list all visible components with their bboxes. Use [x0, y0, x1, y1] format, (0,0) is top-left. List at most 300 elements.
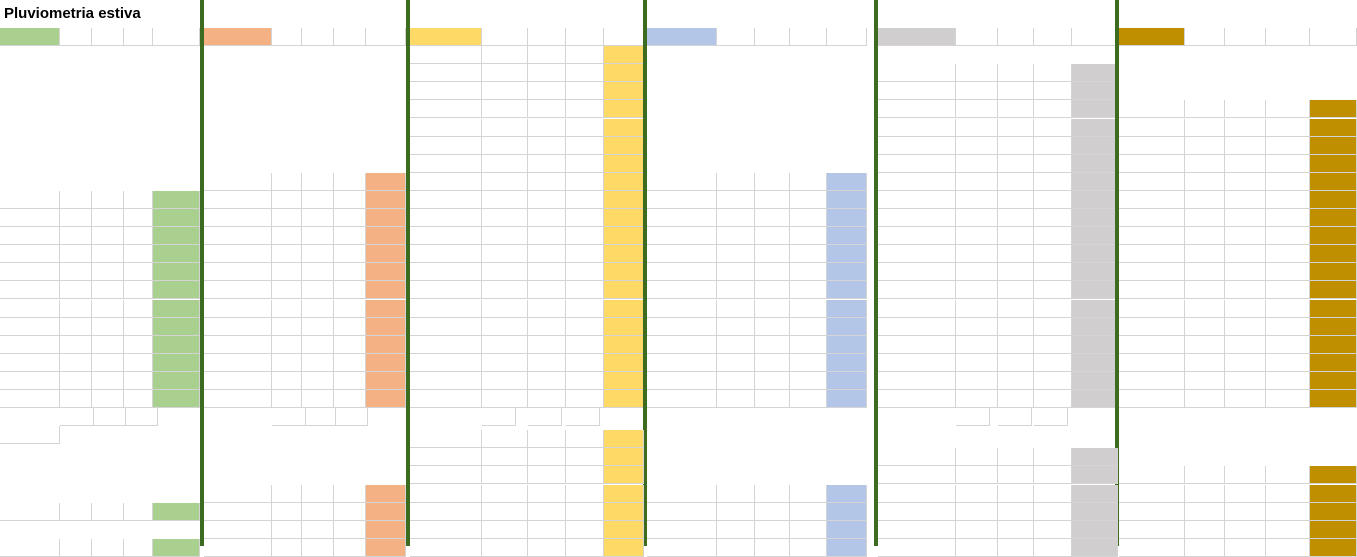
estate-cell[interactable]: [1310, 173, 1357, 191]
estate-cell[interactable]: [366, 390, 406, 408]
estate-cell[interactable]: [1072, 390, 1118, 408]
value-cell[interactable]: [272, 263, 302, 281]
value-cell[interactable]: [528, 318, 566, 336]
value-cell[interactable]: [1185, 227, 1225, 245]
mean-value-cell[interactable]: [956, 448, 998, 466]
value-cell[interactable]: [482, 372, 528, 390]
value-cell[interactable]: [528, 100, 566, 118]
mean-estate-cell[interactable]: [153, 539, 200, 557]
value-cell[interactable]: [482, 155, 528, 173]
value-cell[interactable]: [1185, 390, 1225, 408]
value-cell[interactable]: [755, 336, 790, 354]
value-cell[interactable]: [998, 318, 1034, 336]
estate-cell[interactable]: [604, 155, 644, 173]
estate-cell[interactable]: [1072, 64, 1118, 82]
value-cell[interactable]: [566, 354, 604, 372]
mean-value-cell[interactable]: [755, 503, 790, 521]
value-cell[interactable]: [528, 263, 566, 281]
value-cell[interactable]: [566, 46, 604, 64]
value-cell[interactable]: [334, 191, 366, 209]
means-column-header[interactable]: [272, 408, 306, 426]
estate-cell[interactable]: [827, 300, 867, 318]
estate-cell[interactable]: [827, 173, 867, 191]
value-cell[interactable]: [92, 281, 124, 299]
estate-cell[interactable]: [827, 318, 867, 336]
value-cell[interactable]: [956, 209, 998, 227]
mean-period-label[interactable]: [410, 485, 482, 503]
year-cell[interactable]: [410, 137, 482, 155]
value-cell[interactable]: [717, 354, 755, 372]
mean-value-cell[interactable]: [717, 485, 755, 503]
value-cell[interactable]: [1185, 155, 1225, 173]
value-cell[interactable]: [1034, 191, 1072, 209]
value-cell[interactable]: [998, 64, 1034, 82]
means-column-header[interactable]: [302, 408, 336, 426]
value-cell[interactable]: [272, 209, 302, 227]
value-cell[interactable]: [566, 227, 604, 245]
year-cell[interactable]: [878, 336, 956, 354]
estate-cell[interactable]: [1310, 100, 1357, 118]
station-header-romabn[interactable]: [1119, 28, 1185, 46]
estate-cell[interactable]: [1072, 191, 1118, 209]
mean-period-label[interactable]: [878, 539, 956, 557]
value-cell[interactable]: [566, 300, 604, 318]
mean-value-cell[interactable]: [528, 448, 566, 466]
mean-value-cell[interactable]: [1034, 503, 1072, 521]
estate-cell[interactable]: [604, 227, 644, 245]
mean-estate-cell[interactable]: [1072, 539, 1118, 557]
estate-cell[interactable]: [1310, 390, 1357, 408]
estate-cell[interactable]: [366, 281, 406, 299]
estate-cell[interactable]: [604, 318, 644, 336]
mean-value-cell[interactable]: [998, 466, 1034, 484]
estate-cell[interactable]: [1310, 281, 1357, 299]
value-cell[interactable]: [1266, 100, 1310, 118]
value-cell[interactable]: [998, 390, 1034, 408]
value-cell[interactable]: [566, 137, 604, 155]
mean-estate-cell[interactable]: [1072, 485, 1118, 503]
value-cell[interactable]: [1185, 137, 1225, 155]
value-cell[interactable]: [92, 209, 124, 227]
estate-cell[interactable]: [1310, 318, 1357, 336]
value-cell[interactable]: [566, 318, 604, 336]
estate-cell[interactable]: [153, 227, 200, 245]
mean-value-cell[interactable]: [956, 503, 998, 521]
year-cell[interactable]: [0, 318, 60, 336]
estate-cell[interactable]: [366, 227, 406, 245]
year-cell[interactable]: [1119, 155, 1185, 173]
mean-value-cell[interactable]: [566, 485, 604, 503]
value-cell[interactable]: [528, 390, 566, 408]
mean-period-label[interactable]: [1119, 466, 1185, 484]
mean-value-cell[interactable]: [482, 448, 528, 466]
estate-cell[interactable]: [1072, 281, 1118, 299]
year-cell[interactable]: [1119, 191, 1185, 209]
mean-value-cell[interactable]: [1034, 539, 1072, 557]
value-cell[interactable]: [482, 281, 528, 299]
value-cell[interactable]: [272, 318, 302, 336]
value-cell[interactable]: [998, 82, 1034, 100]
year-cell[interactable]: [410, 318, 482, 336]
mean-value-cell[interactable]: [302, 503, 334, 521]
value-cell[interactable]: [528, 372, 566, 390]
value-cell[interactable]: [334, 245, 366, 263]
mean-value-cell[interactable]: [998, 521, 1034, 539]
mean-period-label[interactable]: [204, 503, 272, 521]
estate-cell[interactable]: [1072, 336, 1118, 354]
value-cell[interactable]: [566, 245, 604, 263]
value-cell[interactable]: [1266, 390, 1310, 408]
mean-value-cell[interactable]: [956, 466, 998, 484]
value-cell[interactable]: [1225, 354, 1266, 372]
estate-cell[interactable]: [366, 372, 406, 390]
value-cell[interactable]: [482, 137, 528, 155]
mean-value-cell[interactable]: [528, 521, 566, 539]
value-cell[interactable]: [956, 372, 998, 390]
year-cell[interactable]: [647, 336, 717, 354]
year-cell[interactable]: [1119, 318, 1185, 336]
value-cell[interactable]: [717, 390, 755, 408]
mean-value-cell[interactable]: [272, 539, 302, 557]
mean-value-cell[interactable]: [92, 503, 124, 521]
value-cell[interactable]: [1266, 173, 1310, 191]
value-cell[interactable]: [334, 281, 366, 299]
year-cell[interactable]: [878, 281, 956, 299]
value-cell[interactable]: [1034, 372, 1072, 390]
estate-cell[interactable]: [1310, 336, 1357, 354]
mean-value-cell[interactable]: [482, 539, 528, 557]
value-cell[interactable]: [302, 354, 334, 372]
mean-period-label[interactable]: [878, 466, 956, 484]
value-cell[interactable]: [956, 336, 998, 354]
value-cell[interactable]: [302, 263, 334, 281]
column-header-soriano[interactable]: [302, 28, 334, 46]
estate-cell[interactable]: [366, 191, 406, 209]
value-cell[interactable]: [998, 354, 1034, 372]
value-cell[interactable]: [566, 191, 604, 209]
mean-value-cell[interactable]: [302, 539, 334, 557]
value-cell[interactable]: [482, 336, 528, 354]
year-cell[interactable]: [878, 173, 956, 191]
estate-cell[interactable]: [827, 354, 867, 372]
column-header-vsg[interactable]: [124, 28, 153, 46]
value-cell[interactable]: [1185, 318, 1225, 336]
mean-value-cell[interactable]: [566, 430, 604, 448]
station-header-caprar[interactable]: [647, 28, 717, 46]
value-cell[interactable]: [998, 173, 1034, 191]
estate-cell[interactable]: [604, 119, 644, 137]
value-cell[interactable]: [1266, 155, 1310, 173]
value-cell[interactable]: [334, 336, 366, 354]
mean-period-label[interactable]: [0, 539, 60, 557]
mean-estate-cell[interactable]: [1072, 466, 1118, 484]
value-cell[interactable]: [1266, 281, 1310, 299]
value-cell[interactable]: [566, 82, 604, 100]
value-cell[interactable]: [302, 372, 334, 390]
value-cell[interactable]: [60, 300, 92, 318]
mean-value-cell[interactable]: [566, 448, 604, 466]
means-column-header[interactable]: [124, 408, 158, 426]
year-cell[interactable]: [410, 64, 482, 82]
mean-value-cell[interactable]: [998, 448, 1034, 466]
value-cell[interactable]: [482, 191, 528, 209]
value-cell[interactable]: [956, 100, 998, 118]
mean-value-cell[interactable]: [1225, 539, 1266, 557]
value-cell[interactable]: [60, 209, 92, 227]
value-cell[interactable]: [528, 82, 566, 100]
mean-value-cell[interactable]: [1266, 521, 1310, 539]
mean-value-cell[interactable]: [272, 485, 302, 503]
estate-cell[interactable]: [1310, 372, 1357, 390]
year-cell[interactable]: [1119, 137, 1185, 155]
estate-cell[interactable]: [604, 100, 644, 118]
value-cell[interactable]: [302, 390, 334, 408]
value-cell[interactable]: [272, 390, 302, 408]
mean-value-cell[interactable]: [334, 485, 366, 503]
mean-estate-cell[interactable]: [1310, 466, 1357, 484]
value-cell[interactable]: [1225, 119, 1266, 137]
year-cell[interactable]: [0, 245, 60, 263]
estate-cell[interactable]: [1072, 372, 1118, 390]
estate-cell[interactable]: [604, 281, 644, 299]
estate-cell[interactable]: [827, 390, 867, 408]
year-cell[interactable]: [0, 336, 60, 354]
mean-value-cell[interactable]: [1034, 466, 1072, 484]
mean-value-cell[interactable]: [528, 503, 566, 521]
value-cell[interactable]: [272, 245, 302, 263]
value-cell[interactable]: [755, 354, 790, 372]
estate-cell[interactable]: [1072, 82, 1118, 100]
value-cell[interactable]: [755, 209, 790, 227]
column-header-romabn[interactable]: [1185, 28, 1225, 46]
year-cell[interactable]: [204, 336, 272, 354]
value-cell[interactable]: [302, 209, 334, 227]
year-cell[interactable]: [204, 245, 272, 263]
year-cell[interactable]: [647, 191, 717, 209]
mean-estate-cell[interactable]: [604, 521, 644, 539]
year-cell[interactable]: [410, 100, 482, 118]
value-cell[interactable]: [1225, 227, 1266, 245]
value-cell[interactable]: [566, 100, 604, 118]
value-cell[interactable]: [302, 300, 334, 318]
value-cell[interactable]: [1034, 336, 1072, 354]
mean-estate-cell[interactable]: [604, 485, 644, 503]
estate-cell[interactable]: [153, 263, 200, 281]
mean-value-cell[interactable]: [482, 430, 528, 448]
mean-value-cell[interactable]: [998, 485, 1034, 503]
value-cell[interactable]: [482, 245, 528, 263]
value-cell[interactable]: [528, 227, 566, 245]
value-cell[interactable]: [998, 209, 1034, 227]
means-column-header[interactable]: [566, 408, 600, 426]
mean-period-label[interactable]: [204, 521, 272, 539]
value-cell[interactable]: [1225, 263, 1266, 281]
estate-cell[interactable]: [1072, 155, 1118, 173]
medie-label[interactable]: [0, 426, 60, 444]
year-cell[interactable]: [878, 191, 956, 209]
year-cell[interactable]: [0, 390, 60, 408]
column-header-romabn[interactable]: [1310, 28, 1357, 46]
estate-cell[interactable]: [153, 336, 200, 354]
estate-cell[interactable]: [604, 390, 644, 408]
estate-cell[interactable]: [1310, 227, 1357, 245]
column-header-vtsb[interactable]: [566, 28, 604, 46]
year-cell[interactable]: [410, 263, 482, 281]
year-cell[interactable]: [647, 281, 717, 299]
mean-value-cell[interactable]: [302, 521, 334, 539]
value-cell[interactable]: [1185, 372, 1225, 390]
mean-period-label[interactable]: [878, 503, 956, 521]
estate-cell[interactable]: [153, 390, 200, 408]
column-header-soriano[interactable]: [272, 28, 302, 46]
mean-value-cell[interactable]: [998, 503, 1034, 521]
estate-cell[interactable]: [1072, 173, 1118, 191]
estate-cell[interactable]: [366, 173, 406, 191]
value-cell[interactable]: [1185, 300, 1225, 318]
value-cell[interactable]: [790, 281, 827, 299]
value-cell[interactable]: [272, 372, 302, 390]
estate-cell[interactable]: [827, 372, 867, 390]
estate-cell[interactable]: [604, 173, 644, 191]
year-cell[interactable]: [647, 263, 717, 281]
value-cell[interactable]: [790, 318, 827, 336]
mean-estate-cell[interactable]: [604, 430, 644, 448]
estate-cell[interactable]: [827, 245, 867, 263]
estate-cell[interactable]: [1072, 137, 1118, 155]
value-cell[interactable]: [998, 100, 1034, 118]
estate-cell[interactable]: [1310, 263, 1357, 281]
value-cell[interactable]: [1034, 227, 1072, 245]
year-cell[interactable]: [204, 227, 272, 245]
value-cell[interactable]: [302, 245, 334, 263]
estate-cell[interactable]: [153, 300, 200, 318]
value-cell[interactable]: [998, 227, 1034, 245]
value-cell[interactable]: [1185, 191, 1225, 209]
value-cell[interactable]: [956, 137, 998, 155]
value-cell[interactable]: [1034, 263, 1072, 281]
year-cell[interactable]: [878, 372, 956, 390]
mean-value-cell[interactable]: [790, 521, 827, 539]
value-cell[interactable]: [1225, 191, 1266, 209]
mean-period-label[interactable]: [878, 448, 956, 466]
mean-value-cell[interactable]: [1225, 466, 1266, 484]
value-cell[interactable]: [302, 336, 334, 354]
value-cell[interactable]: [124, 227, 153, 245]
value-cell[interactable]: [1034, 64, 1072, 82]
estate-cell[interactable]: [1310, 209, 1357, 227]
value-cell[interactable]: [272, 300, 302, 318]
year-cell[interactable]: [647, 390, 717, 408]
value-cell[interactable]: [272, 227, 302, 245]
mean-value-cell[interactable]: [1185, 503, 1225, 521]
estate-cell[interactable]: [827, 227, 867, 245]
mean-estate-cell[interactable]: [366, 503, 406, 521]
value-cell[interactable]: [956, 354, 998, 372]
year-cell[interactable]: [647, 372, 717, 390]
value-cell[interactable]: [1185, 354, 1225, 372]
mean-value-cell[interactable]: [1185, 521, 1225, 539]
value-cell[interactable]: [755, 281, 790, 299]
mean-period-label[interactable]: [647, 485, 717, 503]
estate-cell[interactable]: [604, 372, 644, 390]
estate-cell[interactable]: [1072, 227, 1118, 245]
value-cell[interactable]: [302, 318, 334, 336]
means-column-header[interactable]: [956, 408, 990, 426]
mean-period-label[interactable]: [410, 430, 482, 448]
value-cell[interactable]: [755, 227, 790, 245]
mean-period-label[interactable]: [647, 539, 717, 557]
estate-cell[interactable]: [604, 354, 644, 372]
year-cell[interactable]: [1119, 336, 1185, 354]
estate-cell[interactable]: [604, 82, 644, 100]
means-column-header[interactable]: [60, 408, 94, 426]
column-header-vtsb[interactable]: [528, 28, 566, 46]
value-cell[interactable]: [790, 372, 827, 390]
value-cell[interactable]: [1185, 263, 1225, 281]
value-cell[interactable]: [956, 281, 998, 299]
year-cell[interactable]: [647, 354, 717, 372]
year-cell[interactable]: [647, 300, 717, 318]
mean-value-cell[interactable]: [790, 503, 827, 521]
year-cell[interactable]: [878, 64, 956, 82]
year-cell[interactable]: [878, 245, 956, 263]
column-header-soriano[interactable]: [334, 28, 366, 46]
estate-cell[interactable]: [1072, 354, 1118, 372]
value-cell[interactable]: [60, 227, 92, 245]
value-cell[interactable]: [60, 390, 92, 408]
value-cell[interactable]: [92, 191, 124, 209]
estate-cell[interactable]: [604, 137, 644, 155]
year-cell[interactable]: [204, 173, 272, 191]
mean-estate-cell[interactable]: [1072, 503, 1118, 521]
mean-estate-cell[interactable]: [366, 539, 406, 557]
year-cell[interactable]: [878, 119, 956, 137]
column-header-soriano[interactable]: [366, 28, 406, 46]
value-cell[interactable]: [956, 263, 998, 281]
column-header-vsg[interactable]: [92, 28, 124, 46]
mean-value-cell[interactable]: [790, 539, 827, 557]
value-cell[interactable]: [1225, 209, 1266, 227]
year-cell[interactable]: [410, 390, 482, 408]
value-cell[interactable]: [1185, 336, 1225, 354]
value-cell[interactable]: [755, 318, 790, 336]
means-column-header[interactable]: [92, 408, 126, 426]
value-cell[interactable]: [566, 209, 604, 227]
value-cell[interactable]: [717, 372, 755, 390]
mean-value-cell[interactable]: [528, 485, 566, 503]
value-cell[interactable]: [1266, 300, 1310, 318]
estate-cell[interactable]: [153, 191, 200, 209]
value-cell[interactable]: [124, 300, 153, 318]
value-cell[interactable]: [124, 263, 153, 281]
mean-period-label[interactable]: [410, 539, 482, 557]
value-cell[interactable]: [302, 281, 334, 299]
estate-cell[interactable]: [1072, 245, 1118, 263]
value-cell[interactable]: [528, 191, 566, 209]
value-cell[interactable]: [482, 263, 528, 281]
value-cell[interactable]: [92, 227, 124, 245]
value-cell[interactable]: [1225, 300, 1266, 318]
value-cell[interactable]: [482, 64, 528, 82]
means-column-header[interactable]: [998, 408, 1032, 426]
mean-value-cell[interactable]: [482, 485, 528, 503]
value-cell[interactable]: [790, 209, 827, 227]
column-header-caprar[interactable]: [827, 28, 867, 46]
mean-estate-cell[interactable]: [1310, 503, 1357, 521]
year-cell[interactable]: [410, 336, 482, 354]
mean-value-cell[interactable]: [60, 539, 92, 557]
value-cell[interactable]: [566, 390, 604, 408]
